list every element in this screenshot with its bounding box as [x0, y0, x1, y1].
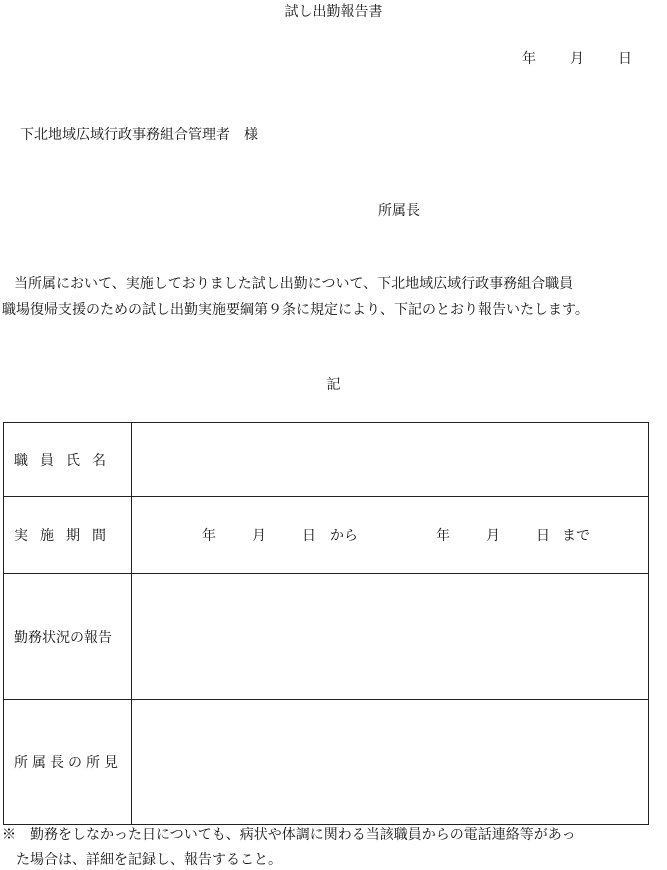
date-day-label: 日 [618, 51, 632, 67]
document-title: 試し出勤報告書 [284, 4, 383, 20]
period-start-year: 年 [202, 528, 216, 544]
date-year-label: 年 [522, 51, 536, 67]
period-end-month: 月 [486, 528, 500, 544]
ki-heading: 記 [326, 377, 341, 393]
date-month-label: 月 [570, 51, 584, 67]
body-text-line-1: 当所属において、実施しておりました試し出勤について、下北地域広域行政事務組合職員 [14, 276, 574, 292]
period-start-month: 月 [252, 528, 266, 544]
employee-name-field[interactable] [132, 423, 649, 497]
table-row-period [4, 497, 649, 574]
report-date [522, 50, 632, 68]
sender-affiliation: 所属長 [378, 203, 420, 219]
period-end-day: 日 [536, 528, 550, 544]
work-status-label: 勤務状況の報告 [4, 574, 132, 700]
addressee: 下北地域広域行政事務組合管理者 様 [20, 127, 258, 143]
employee-name-label: 職員氏名 [4, 423, 132, 497]
work-status-field[interactable] [132, 574, 649, 700]
body-text-line-2: 職場復帰支援のための試し出勤実施要綱第９条に規定により、下記のとおり報告いたします。 [2, 302, 589, 318]
table-row-employee-name [4, 423, 649, 497]
supervisor-opinion-label: 所属長の所見 [4, 700, 132, 825]
period-label: 実施期間 [4, 497, 132, 574]
table-row-supervisor-opinion [4, 700, 649, 825]
note-line-1: ※ 勤務をしなかった日についても、病状や体調に関わる当該職員からの電話連絡等があっ [2, 827, 576, 843]
period-end-year: 年 [436, 528, 450, 544]
period-field[interactable] [132, 497, 649, 574]
period-from: から [330, 528, 358, 544]
period-start-day: 日 [302, 528, 316, 544]
period-to: まで [562, 528, 590, 544]
supervisor-opinion-field[interactable] [132, 700, 649, 825]
table-row-work-status [4, 574, 649, 700]
report-form-table [3, 422, 649, 825]
period-text [202, 525, 590, 545]
note-line-2: た場合は、詳細を記録し、報告すること。 [16, 852, 282, 868]
